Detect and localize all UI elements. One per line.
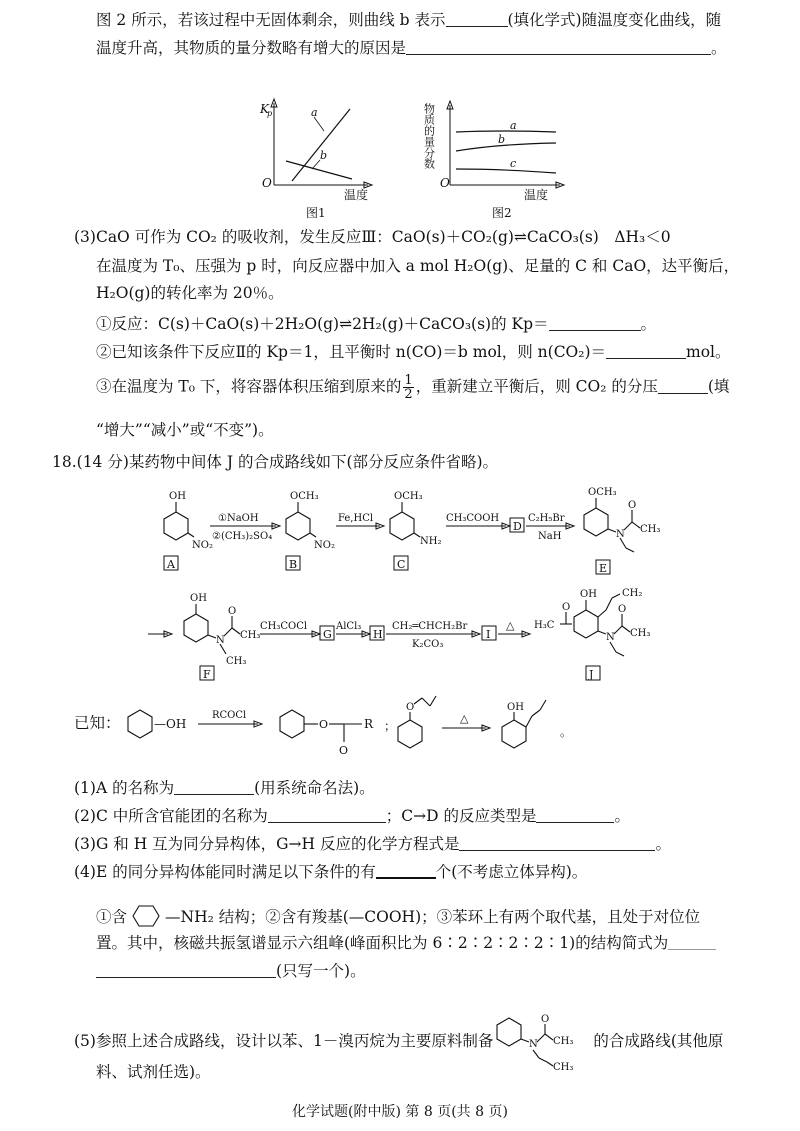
reagent-4-top: C₂H₅Br	[528, 513, 565, 524]
q18-sub-4	[74, 862, 587, 882]
known-ether-o: O	[406, 702, 415, 713]
known-carbonyl-o: O	[339, 744, 349, 757]
fig1-caption: 图1	[306, 206, 326, 220]
substituent-ch3: CH₃	[553, 1062, 574, 1073]
fig2-xlabel: 温度	[524, 188, 549, 202]
text: 。	[640, 315, 657, 333]
substituent-ch3: CH₃	[553, 1036, 574, 1047]
q3-line-2: 在温度为 T₀、压强为 p 时，向反应器中加入 a mol H₂O(g)、足量的 C 和 CaO，达平衡后，	[96, 257, 740, 275]
text: ③在温度为 T₀ 下，将容器体积压缩到原来的	[96, 377, 402, 396]
q3-line-3: H₂O(g)的转化率为 20％。	[96, 284, 284, 302]
q18-sub-5-line-2: 料、试剂任选)。	[96, 1063, 211, 1081]
reagent-5: CH₃COCl	[260, 621, 308, 632]
answer-blank[interactable]	[406, 40, 711, 55]
fig1-xlabel: 温度	[344, 188, 369, 202]
substituent-ch3: CH₃	[240, 630, 261, 641]
text: ，重新建立平衡后，则 CO₂ 的分压	[415, 377, 658, 396]
answer-blank[interactable]	[536, 808, 614, 823]
paragraph-line-2	[96, 38, 727, 58]
label-H: H	[373, 628, 383, 641]
fraction	[403, 374, 413, 401]
reagent-8-heat: △	[506, 619, 515, 632]
q18-sub-3	[74, 834, 671, 854]
atom-n: N	[616, 529, 625, 540]
text: (填	[707, 377, 730, 396]
answer-blank[interactable]	[658, 379, 708, 394]
fig1-ysub: p	[267, 109, 273, 118]
fig2-ylabel: 物质的量分数	[422, 103, 436, 169]
fig2-curve-b	[456, 143, 556, 151]
substituent-h3c: H₃C	[534, 620, 555, 631]
text: 温度升高，其物质的量分数略有增大的原因是	[96, 39, 407, 57]
reagent-1-top: ①NaOH	[218, 513, 259, 524]
text: 的合成路线(其他原	[593, 1032, 724, 1050]
fig2-label-a: a	[510, 119, 517, 132]
substituent-ch2: CH₂	[622, 588, 643, 599]
label-F: F	[203, 668, 211, 681]
q3-sub-2	[96, 342, 731, 362]
text: (用系统命名法)。	[254, 779, 375, 797]
text: 。	[655, 835, 671, 853]
known-reagent: RCOCl	[212, 710, 247, 721]
substituent-ch3: CH₃	[226, 656, 247, 667]
scheme-row-1	[140, 482, 760, 582]
text: (1)A 的名称为	[74, 779, 175, 797]
known-oh: —OH	[154, 717, 187, 731]
reagent-2: Fe,HCl	[338, 513, 374, 524]
fig2-label-b: b	[498, 133, 506, 146]
fig2-origin: O	[440, 176, 450, 190]
q3-sub-3-line-2: “增大”“减小”或“不变”)。	[96, 421, 274, 439]
substituent-no2: NO₂	[314, 540, 335, 551]
known-ester-o: O	[319, 718, 329, 731]
answer-blank[interactable]	[96, 963, 276, 978]
reagent-3: CH₃COOH	[446, 513, 500, 524]
compound-F	[184, 593, 260, 681]
label-E: E	[599, 562, 608, 575]
text: (4)E 的同分异构体能同时满足以下条件的有	[74, 863, 376, 881]
fig1-ylabel: K	[260, 102, 269, 116]
compound-B	[286, 491, 335, 571]
compound-C	[390, 491, 441, 571]
answer-blank[interactable]	[376, 863, 436, 879]
answer-blank[interactable]	[268, 808, 386, 823]
answer-blank[interactable]	[606, 344, 686, 359]
text: —NH₂ 结构；②含有羧基(—COOH)；③苯环上有两个取代基，且处于对位位	[165, 908, 701, 926]
text: 图 2 所示，若该过程中无固体剩余，则曲线 b 表示	[96, 11, 446, 29]
label-C: C	[397, 558, 406, 571]
fig2-curve-c	[456, 169, 556, 173]
answer-blank[interactable]	[549, 316, 641, 331]
atom-o: O	[628, 500, 637, 511]
known-r: R	[364, 717, 374, 731]
q18-sub-4-line-3	[96, 961, 366, 981]
text: (只写一个)。	[276, 962, 366, 980]
text: 。	[711, 39, 727, 57]
text: 。	[614, 807, 630, 825]
q3-sub-1	[96, 314, 656, 334]
reagent-4-bottom: NaH	[538, 531, 562, 542]
text: 个(不考虑立体异构)。	[435, 863, 588, 881]
text: ②已知该条件下反应Ⅱ的 Kp＝1，且平衡时 n(CO)＝b mol，则 n(CO₂)＝	[96, 343, 607, 361]
paragraph-line-1	[96, 10, 721, 30]
compound-A	[164, 491, 213, 571]
known-label: 已知：	[74, 714, 121, 732]
answer-blank[interactable]	[446, 12, 508, 27]
label-G: G	[323, 628, 332, 641]
atom-o: O	[228, 606, 237, 617]
substituent-ch3: CH₃	[640, 524, 661, 535]
atom-n: N	[529, 1039, 539, 1050]
text: ；C→D 的反应类型是	[385, 807, 537, 825]
substituent-och3: OCH₃	[290, 491, 319, 502]
substituent-och3: OCH₃	[394, 491, 423, 502]
q3-line-1: (3)CaO 可作为 CO₂ 的吸收剂，发生反应Ⅲ：CaO(s)＋CO₂(g)⇌CaCO₃(s) ΔH₃＜0	[74, 228, 671, 246]
text: 置。其中，核磁共振氢谱显示六组峰(峰面积比为 6∶2∶2∶2∶2∶1)的结构简式为	[96, 934, 669, 952]
known-end: 。	[560, 725, 573, 739]
atom-n: N	[216, 635, 225, 646]
substituent-oh: OH	[169, 491, 186, 502]
label-D: D	[513, 520, 522, 533]
label-A: A	[167, 558, 175, 571]
substituent-och3: OCH₃	[588, 487, 617, 498]
text: ①含	[96, 908, 128, 926]
substituent-ch3: CH₃	[630, 628, 651, 639]
label-B: B	[289, 558, 298, 571]
compound-J	[534, 588, 650, 681]
fig1-label-a: a	[311, 106, 318, 119]
label-J: J	[589, 668, 594, 681]
compound-E	[584, 487, 660, 575]
label-I: I	[486, 628, 491, 641]
known-separator: ；	[384, 719, 397, 733]
known-reaction	[118, 692, 598, 764]
atom-o: O	[562, 602, 571, 613]
fig1-label-b: b	[320, 149, 328, 162]
fig2-curve-a	[456, 131, 556, 132]
figure-1	[259, 99, 372, 220]
page-footer: 化学试题(附中版) 第 8 页(共 8 页)	[292, 1104, 508, 1120]
text: (填化学式)随温度变化曲线，随	[507, 11, 722, 29]
q3-sub-3	[96, 374, 729, 401]
substituent-no2: NO₂	[192, 540, 213, 551]
reagent-1-bottom: ②(CH₃)₂SO₄	[212, 531, 273, 542]
q18-sub-4-line-2	[96, 933, 716, 953]
reagent-6: AlCl₃	[336, 621, 362, 632]
atom-o: O	[541, 1014, 550, 1025]
q18-sub-2	[74, 806, 630, 826]
q18-sub-4-conditions	[96, 904, 700, 928]
fig2-caption: 图2	[492, 206, 512, 220]
atom-o: O	[618, 604, 627, 615]
fraction-numerator: 1	[404, 373, 413, 388]
q18-title: 18.(14 分)某药物中间体 J 的合成路线如下(部分反应条件省略)。	[52, 453, 499, 471]
known-heat: △	[460, 712, 469, 725]
substituent-oh: OH	[580, 589, 597, 600]
known-product-oh: OH	[507, 702, 524, 713]
fraction-denominator: 2	[404, 387, 413, 402]
text: mol。	[686, 343, 731, 361]
q18-sub-1	[74, 778, 375, 798]
reagent-7-top: CH₂═CHCH₂Br	[392, 621, 468, 632]
figure-2	[423, 101, 565, 220]
substituent-oh: OH	[190, 593, 207, 604]
target-molecule-structure	[493, 1012, 593, 1074]
answer-blank[interactable]	[174, 780, 254, 795]
text: (2)C 中所含官能团的名称为	[74, 807, 268, 825]
substituent-nh2: NH₂	[420, 536, 442, 547]
reagent-7-bottom: K₂CO₃	[412, 639, 444, 650]
scheme-row-2	[140, 584, 760, 689]
atom-n: N	[606, 632, 615, 643]
text: ①反应：C(s)＋CaO(s)＋2H₂O(g)⇌2H₂(g)＋CaCO₃(s)的 Kp＝	[96, 315, 549, 333]
text: (3)G 和 H 互为同分异构体，G→H 反应的化学方程式是	[74, 835, 460, 853]
text: (5)参照上述合成路线，设计以苯、1－溴丙烷为主要原料制备	[74, 1032, 494, 1050]
answer-blank[interactable]	[459, 836, 655, 851]
fig1-origin: O	[262, 176, 272, 190]
answer-blank[interactable]	[668, 935, 716, 950]
figure-graphs	[240, 95, 570, 225]
fig2-label-c: c	[510, 157, 517, 170]
benzene-ring-icon	[127, 904, 165, 928]
